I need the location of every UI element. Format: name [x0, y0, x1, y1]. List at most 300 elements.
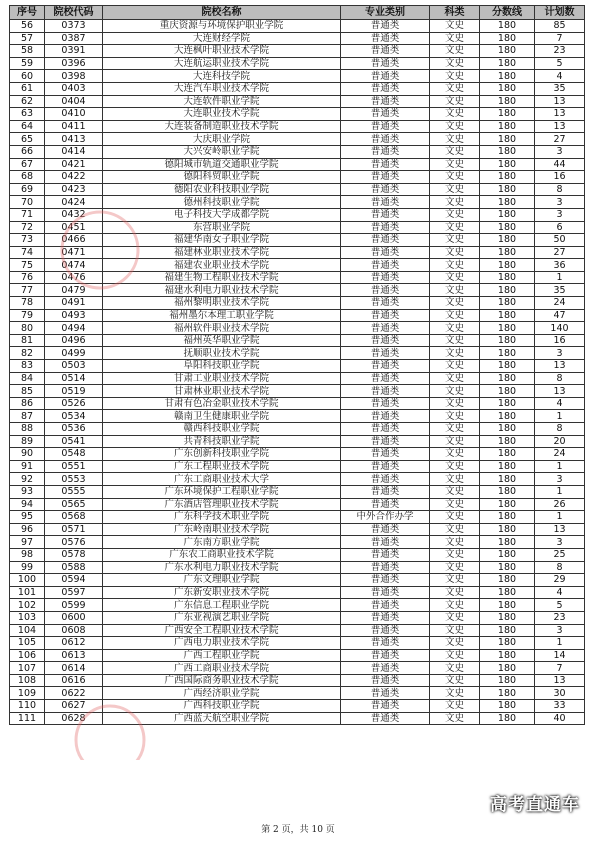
cell-school-code: 0599	[45, 599, 103, 612]
cell-plan-count: 23	[535, 45, 585, 58]
cell-subject-type: 文史	[430, 347, 480, 360]
cell-index: 87	[10, 410, 45, 423]
cell-school-name: 广东文理职业学院	[103, 574, 341, 587]
cell-score-line: 180	[480, 712, 535, 725]
cell-subject-type: 文史	[430, 662, 480, 675]
cell-subject-type: 文史	[430, 435, 480, 448]
cell-major-category: 普通类	[341, 45, 430, 58]
cell-major-category: 普通类	[341, 57, 430, 70]
cell-major-category: 普通类	[341, 183, 430, 196]
cell-school-code: 0404	[45, 95, 103, 108]
cell-school-name: 广东农工商职业技术学院	[103, 548, 341, 561]
cell-plan-count: 25	[535, 548, 585, 561]
cell-school-code: 0514	[45, 372, 103, 385]
cell-school-name: 赣南卫生健康职业学院	[103, 410, 341, 423]
cell-subject-type: 文史	[430, 284, 480, 297]
cell-major-category: 普通类	[341, 145, 430, 158]
table-row	[10, 32, 585, 45]
cell-school-code: 0493	[45, 309, 103, 322]
cell-subject-type: 文史	[430, 624, 480, 637]
table-row	[10, 334, 585, 347]
cell-score-line: 180	[480, 108, 535, 121]
cell-index: 70	[10, 196, 45, 209]
cell-school-name: 广西电力职业技术学院	[103, 637, 341, 650]
cell-subject-type: 文史	[430, 145, 480, 158]
cell-index: 89	[10, 435, 45, 448]
cell-plan-count: 16	[535, 171, 585, 184]
cell-plan-count: 27	[535, 246, 585, 259]
cell-school-code: 0391	[45, 45, 103, 58]
table-row	[10, 297, 585, 310]
cell-plan-count: 33	[535, 700, 585, 713]
cell-score-line: 180	[480, 435, 535, 448]
cell-school-code: 0414	[45, 145, 103, 158]
cell-score-line: 180	[480, 586, 535, 599]
cell-major-category: 普通类	[341, 334, 430, 347]
cell-school-code: 0576	[45, 536, 103, 549]
cell-school-name: 广西蓝天航空职业学院	[103, 712, 341, 725]
table-row	[10, 611, 585, 624]
cell-major-category: 普通类	[341, 448, 430, 461]
cell-school-name: 大连财经学院	[103, 32, 341, 45]
cell-plan-count: 16	[535, 334, 585, 347]
cell-school-name: 大连科技学院	[103, 70, 341, 83]
cell-school-name: 广东亚视演艺职业学院	[103, 611, 341, 624]
cell-major-category: 普通类	[341, 586, 430, 599]
cell-score-line: 180	[480, 246, 535, 259]
cell-plan-count: 29	[535, 574, 585, 587]
cell-subject-type: 文史	[430, 234, 480, 247]
cell-index: 103	[10, 611, 45, 624]
cell-index: 61	[10, 82, 45, 95]
cell-index: 59	[10, 57, 45, 70]
cell-school-code: 0519	[45, 385, 103, 398]
cell-index: 83	[10, 360, 45, 373]
table-row	[10, 511, 585, 524]
cell-plan-count: 3	[535, 473, 585, 486]
cell-school-name: 广西经济职业学院	[103, 687, 341, 700]
cell-school-name: 大连装备制造职业技术学院	[103, 120, 341, 133]
cell-index: 67	[10, 158, 45, 171]
cell-plan-count: 13	[535, 674, 585, 687]
cell-school-code: 0534	[45, 410, 103, 423]
table-row	[10, 45, 585, 58]
cell-score-line: 180	[480, 70, 535, 83]
table-row	[10, 485, 585, 498]
cell-score-line: 180	[480, 624, 535, 637]
cell-index: 98	[10, 548, 45, 561]
cell-plan-count: 4	[535, 586, 585, 599]
cell-subject-type: 文史	[430, 523, 480, 536]
table-row	[10, 259, 585, 272]
cell-index: 104	[10, 624, 45, 637]
header-major-category: 专业类别	[341, 6, 430, 20]
table-row	[10, 271, 585, 284]
cell-subject-type: 文史	[430, 32, 480, 45]
cell-school-name: 广东水利电力职业技术学院	[103, 561, 341, 574]
cell-school-name: 甘肃有色冶金职业技术学院	[103, 397, 341, 410]
cell-major-category: 普通类	[341, 712, 430, 725]
cell-school-code: 0503	[45, 360, 103, 373]
cell-subject-type: 文史	[430, 45, 480, 58]
cell-school-code: 0403	[45, 82, 103, 95]
cell-index: 82	[10, 347, 45, 360]
cell-school-name: 福州墨尔本理工职业学院	[103, 309, 341, 322]
header-index: 序号	[10, 6, 45, 20]
cell-score-line: 180	[480, 574, 535, 587]
cell-score-line: 180	[480, 410, 535, 423]
cell-score-line: 180	[480, 674, 535, 687]
cell-index: 76	[10, 271, 45, 284]
table-row	[10, 246, 585, 259]
cell-school-name: 阜阳科技职业学院	[103, 360, 341, 373]
cell-index: 79	[10, 309, 45, 322]
cell-school-name: 大连枫叶职业技术学院	[103, 45, 341, 58]
cell-school-code: 0588	[45, 561, 103, 574]
cell-index: 62	[10, 95, 45, 108]
cell-score-line: 180	[480, 360, 535, 373]
cell-index: 110	[10, 700, 45, 713]
cell-plan-count: 7	[535, 32, 585, 45]
cell-plan-count: 1	[535, 460, 585, 473]
cell-school-code: 0594	[45, 574, 103, 587]
table-row	[10, 460, 585, 473]
cell-plan-count: 13	[535, 523, 585, 536]
cell-score-line: 180	[480, 133, 535, 146]
cell-plan-count: 4	[535, 70, 585, 83]
cell-school-code: 0373	[45, 20, 103, 33]
cell-school-code: 0451	[45, 221, 103, 234]
cell-subject-type: 文史	[430, 397, 480, 410]
cell-school-name: 福建林业职业技术学院	[103, 246, 341, 259]
table-row	[10, 221, 585, 234]
cell-score-line: 180	[480, 297, 535, 310]
brand-watermark-text: 高考直通车	[490, 795, 580, 815]
cell-index: 92	[10, 473, 45, 486]
cell-subject-type: 文史	[430, 423, 480, 436]
cell-index: 78	[10, 297, 45, 310]
cell-major-category: 普通类	[341, 548, 430, 561]
header-subject-type: 科类	[430, 6, 480, 20]
table-row	[10, 498, 585, 511]
cell-major-category: 普通类	[341, 561, 430, 574]
cell-school-name: 重庆资源与环境保护职业学院	[103, 20, 341, 33]
cell-index: 95	[10, 511, 45, 524]
cell-subject-type: 文史	[430, 637, 480, 650]
cell-plan-count: 13	[535, 108, 585, 121]
cell-school-name: 大连航运职业技术学院	[103, 57, 341, 70]
cell-index: 58	[10, 45, 45, 58]
cell-subject-type: 文史	[430, 611, 480, 624]
cell-index: 64	[10, 120, 45, 133]
cell-index: 106	[10, 649, 45, 662]
cell-school-name: 共青科技职业学院	[103, 435, 341, 448]
cell-school-name: 赣西科技职业学院	[103, 423, 341, 436]
cell-score-line: 180	[480, 32, 535, 45]
cell-score-line: 180	[480, 57, 535, 70]
cell-school-code: 0555	[45, 485, 103, 498]
table-row	[10, 133, 585, 146]
cell-score-line: 180	[480, 120, 535, 133]
cell-major-category: 普通类	[341, 536, 430, 549]
cell-school-name: 福建农业职业技术学院	[103, 259, 341, 272]
table-header-row	[10, 6, 585, 20]
cell-plan-count: 5	[535, 57, 585, 70]
cell-school-code: 0410	[45, 108, 103, 121]
cell-major-category: 普通类	[341, 498, 430, 511]
cell-index: 88	[10, 423, 45, 436]
cell-major-category: 普通类	[341, 423, 430, 436]
cell-index: 96	[10, 523, 45, 536]
cell-school-name: 大庆职业学院	[103, 133, 341, 146]
cell-school-code: 0600	[45, 611, 103, 624]
cell-subject-type: 文史	[430, 221, 480, 234]
cell-major-category: 普通类	[341, 20, 430, 33]
cell-school-code: 0499	[45, 347, 103, 360]
cell-subject-type: 文史	[430, 498, 480, 511]
cell-subject-type: 文史	[430, 687, 480, 700]
cell-plan-count: 40	[535, 712, 585, 725]
cell-plan-count: 140	[535, 322, 585, 335]
cell-score-line: 180	[480, 82, 535, 95]
cell-subject-type: 文史	[430, 297, 480, 310]
cell-subject-type: 文史	[430, 120, 480, 133]
cell-school-name: 德州科技职业学院	[103, 196, 341, 209]
cell-index: 97	[10, 536, 45, 549]
cell-school-name: 广东工商职业技术大学	[103, 473, 341, 486]
cell-subject-type: 文史	[430, 246, 480, 259]
table-row	[10, 536, 585, 549]
cell-school-code: 0471	[45, 246, 103, 259]
cell-index: 71	[10, 208, 45, 221]
cell-school-code: 0571	[45, 523, 103, 536]
table-row	[10, 574, 585, 587]
table-row	[10, 561, 585, 574]
cell-major-category: 普通类	[341, 611, 430, 624]
cell-score-line: 180	[480, 498, 535, 511]
cell-school-code: 0613	[45, 649, 103, 662]
table-row	[10, 95, 585, 108]
cell-score-line: 180	[480, 372, 535, 385]
cell-school-name: 广东工程职业技术学院	[103, 460, 341, 473]
cell-score-line: 180	[480, 284, 535, 297]
cell-score-line: 180	[480, 687, 535, 700]
cell-score-line: 180	[480, 271, 535, 284]
cell-school-name: 广西工程职业学院	[103, 649, 341, 662]
cell-subject-type: 文史	[430, 334, 480, 347]
cell-subject-type: 文史	[430, 473, 480, 486]
cell-index: 84	[10, 372, 45, 385]
cell-plan-count: 3	[535, 347, 585, 360]
cell-plan-count: 8	[535, 423, 585, 436]
cell-school-name: 广西安全工程职业技术学院	[103, 624, 341, 637]
cell-major-category: 普通类	[341, 473, 430, 486]
cell-school-code: 0479	[45, 284, 103, 297]
cell-index: 69	[10, 183, 45, 196]
cell-school-name: 德阳城市轨道交通职业学院	[103, 158, 341, 171]
cell-school-code: 0396	[45, 57, 103, 70]
cell-school-name: 德阳农业科技职业学院	[103, 183, 341, 196]
table-row	[10, 599, 585, 612]
cell-school-name: 福建华南女子职业学院	[103, 234, 341, 247]
cell-score-line: 180	[480, 20, 535, 33]
table-row	[10, 397, 585, 410]
cell-plan-count: 13	[535, 95, 585, 108]
table-row	[10, 57, 585, 70]
cell-subject-type: 文史	[430, 674, 480, 687]
cell-major-category: 普通类	[341, 271, 430, 284]
cell-index: 86	[10, 397, 45, 410]
cell-major-category: 普通类	[341, 221, 430, 234]
cell-major-category: 普通类	[341, 347, 430, 360]
cell-index: 63	[10, 108, 45, 121]
cell-score-line: 180	[480, 208, 535, 221]
cell-subject-type: 文史	[430, 460, 480, 473]
cell-major-category: 普通类	[341, 158, 430, 171]
cell-subject-type: 文史	[430, 196, 480, 209]
cell-school-code: 0616	[45, 674, 103, 687]
cell-plan-count: 24	[535, 297, 585, 310]
cell-school-name: 甘肃工业职业技术学院	[103, 372, 341, 385]
cell-major-category: 普通类	[341, 624, 430, 637]
cell-school-code: 0548	[45, 448, 103, 461]
table-row	[10, 360, 585, 373]
cell-index: 75	[10, 259, 45, 272]
cell-score-line: 180	[480, 448, 535, 461]
table-row	[10, 70, 585, 83]
cell-school-code: 0614	[45, 662, 103, 675]
cell-subject-type: 文史	[430, 548, 480, 561]
cell-plan-count: 1	[535, 511, 585, 524]
cell-plan-count: 30	[535, 687, 585, 700]
cell-index: 100	[10, 574, 45, 587]
cell-score-line: 180	[480, 385, 535, 398]
cell-school-code: 0565	[45, 498, 103, 511]
cell-school-name: 电子科技大学成都学院	[103, 208, 341, 221]
cell-plan-count: 3	[535, 536, 585, 549]
cell-major-category: 普通类	[341, 234, 430, 247]
cell-index: 85	[10, 385, 45, 398]
cell-school-name: 福州英华职业学院	[103, 334, 341, 347]
cell-score-line: 180	[480, 347, 535, 360]
cell-school-code: 0491	[45, 297, 103, 310]
cell-index: 111	[10, 712, 45, 725]
cell-score-line: 180	[480, 460, 535, 473]
cell-major-category: 普通类	[341, 133, 430, 146]
cell-school-name: 福建生物工程职业技术学院	[103, 271, 341, 284]
cell-plan-count: 3	[535, 196, 585, 209]
cell-major-category: 普通类	[341, 410, 430, 423]
cell-index: 105	[10, 637, 45, 650]
cell-plan-count: 20	[535, 435, 585, 448]
cell-subject-type: 文史	[430, 536, 480, 549]
cell-major-category: 普通类	[341, 196, 430, 209]
cell-subject-type: 文史	[430, 158, 480, 171]
cell-school-name: 广东科学技术职业学院	[103, 511, 341, 524]
header-school-code: 院校代码	[45, 6, 103, 20]
cell-plan-count: 14	[535, 649, 585, 662]
cell-school-code: 0421	[45, 158, 103, 171]
cell-school-code: 0553	[45, 473, 103, 486]
table-row	[10, 662, 585, 675]
cell-school-code: 0526	[45, 397, 103, 410]
cell-subject-type: 文史	[430, 133, 480, 146]
table-row	[10, 196, 585, 209]
cell-major-category: 普通类	[341, 259, 430, 272]
cell-major-category: 普通类	[341, 460, 430, 473]
cell-school-name: 福建水利电力职业技术学院	[103, 284, 341, 297]
cell-score-line: 180	[480, 309, 535, 322]
cell-major-category: 普通类	[341, 297, 430, 310]
cell-plan-count: 35	[535, 82, 585, 95]
cell-major-category: 普通类	[341, 208, 430, 221]
cell-subject-type: 文史	[430, 372, 480, 385]
cell-index: 93	[10, 485, 45, 498]
cell-subject-type: 文史	[430, 82, 480, 95]
cell-school-code: 0398	[45, 70, 103, 83]
cell-school-code: 0466	[45, 234, 103, 247]
cell-score-line: 180	[480, 158, 535, 171]
cell-score-line: 180	[480, 183, 535, 196]
cell-index: 80	[10, 322, 45, 335]
table-row	[10, 309, 585, 322]
cell-major-category: 普通类	[341, 485, 430, 498]
cell-major-category: 普通类	[341, 70, 430, 83]
cell-subject-type: 文史	[430, 561, 480, 574]
cell-major-category: 普通类	[341, 246, 430, 259]
cell-major-category: 普通类	[341, 372, 430, 385]
table-row	[10, 674, 585, 687]
cell-school-name: 广东新安职业技术学院	[103, 586, 341, 599]
cell-school-code: 0578	[45, 548, 103, 561]
cell-plan-count: 4	[535, 397, 585, 410]
header-score-line: 分数线	[480, 6, 535, 20]
table-row	[10, 473, 585, 486]
table-row	[10, 145, 585, 158]
table-row	[10, 108, 585, 121]
admission-table-sheet	[9, 5, 584, 725]
cell-score-line: 180	[480, 611, 535, 624]
cell-school-name: 广西工商职业技术学院	[103, 662, 341, 675]
cell-plan-count: 36	[535, 259, 585, 272]
cell-major-category: 普通类	[341, 435, 430, 448]
cell-major-category: 普通类	[341, 360, 430, 373]
cell-school-code: 0608	[45, 624, 103, 637]
cell-subject-type: 文史	[430, 574, 480, 587]
cell-score-line: 180	[480, 234, 535, 247]
table-row	[10, 20, 585, 33]
cell-major-category: 普通类	[341, 82, 430, 95]
cell-school-name: 福州黎明职业技术学院	[103, 297, 341, 310]
cell-index: 74	[10, 246, 45, 259]
cell-major-category: 普通类	[341, 599, 430, 612]
cell-school-name: 抚顺职业技术学院	[103, 347, 341, 360]
cell-plan-count: 13	[535, 360, 585, 373]
cell-plan-count: 3	[535, 208, 585, 221]
cell-plan-count: 3	[535, 145, 585, 158]
cell-school-name: 广东环境保护工程职业学院	[103, 485, 341, 498]
cell-school-code: 0541	[45, 435, 103, 448]
cell-score-line: 180	[480, 145, 535, 158]
cell-subject-type: 文史	[430, 360, 480, 373]
cell-subject-type: 文史	[430, 485, 480, 498]
cell-score-line: 180	[480, 171, 535, 184]
cell-school-code: 0496	[45, 334, 103, 347]
cell-school-name: 广东岭南职业技术学院	[103, 523, 341, 536]
cell-index: 57	[10, 32, 45, 45]
cell-score-line: 180	[480, 473, 535, 486]
cell-score-line: 180	[480, 221, 535, 234]
